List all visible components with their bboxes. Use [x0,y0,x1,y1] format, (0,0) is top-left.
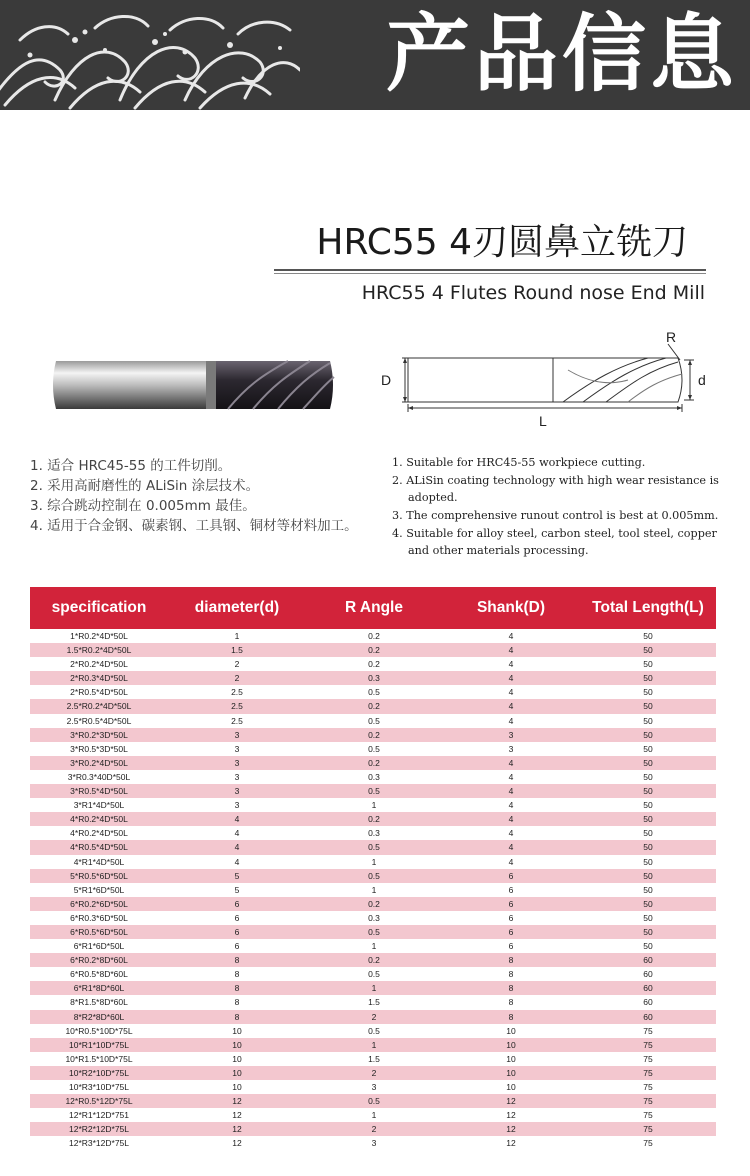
cell-shank: 8 [442,967,580,981]
cell-shank: 4 [442,784,580,798]
cell-specification: 6*R0.2*6D*50L [30,897,168,911]
cell-shank: 4 [442,826,580,840]
cell-r-angle: 0.2 [306,953,442,967]
cell-specification: 10*R0.5*10D*75L [30,1024,168,1038]
cell-specification: 3*R0.5*3D*50L [30,742,168,756]
table-header-row [30,587,716,629]
cell-diameter: 8 [168,981,306,995]
cell-r-angle: 0.3 [306,826,442,840]
cell-shank: 4 [442,840,580,854]
cell-diameter: 2.5 [168,714,306,728]
cell-total-length: 50 [580,925,716,939]
cell-specification: 3*R0.5*4D*50L [30,784,168,798]
table-row [30,1066,716,1080]
cell-r-angle: 0.2 [306,728,442,742]
cell-r-angle: 1 [306,981,442,995]
header-diameter: diameter(d) [168,587,306,629]
cell-specification: 10*R3*10D*75L [30,1080,168,1094]
cell-r-angle: 0.5 [306,685,442,699]
table-row [30,1080,716,1094]
table-row [30,911,716,925]
cell-r-angle: 1.5 [306,995,442,1009]
cell-specification: 12*R3*12D*75L [30,1136,168,1150]
table-row [30,770,716,784]
table-row [30,1108,716,1122]
cell-specification: 3*R0.3*40D*50L [30,770,168,784]
cell-shank: 6 [442,869,580,883]
cell-specification: 12*R2*12D*75L [30,1122,168,1136]
cell-total-length: 50 [580,883,716,897]
label-diameter-d: d [698,372,706,388]
cell-shank: 4 [442,643,580,657]
cell-total-length: 50 [580,897,716,911]
cell-shank: 8 [442,995,580,1009]
cell-diameter: 4 [168,812,306,826]
cell-r-angle: 0.2 [306,657,442,671]
cell-total-length: 75 [580,1066,716,1080]
cell-shank: 6 [442,883,580,897]
end-mill-photo [48,355,338,415]
cell-shank: 4 [442,671,580,685]
cell-r-angle: 0.3 [306,770,442,784]
cell-r-angle: 0.2 [306,643,442,657]
cell-shank: 3 [442,728,580,742]
cell-shank: 6 [442,897,580,911]
cell-shank: 4 [442,855,580,869]
product-title-cn: HRC55 4刃圆鼻立铣刀 [316,222,688,263]
cell-specification: 3*R1*4D*50L [30,798,168,812]
cell-diameter: 6 [168,925,306,939]
cell-diameter: 12 [168,1122,306,1136]
header-shank: Shank(D) [442,587,580,629]
table-row [30,855,716,869]
cell-r-angle: 0.5 [306,1024,442,1038]
cell-diameter: 3 [168,770,306,784]
table-row [30,657,716,671]
cell-total-length: 50 [580,671,716,685]
table-row [30,939,716,953]
title-divider-thin [274,273,706,274]
cell-shank: 3 [442,742,580,756]
cell-r-angle: 0.2 [306,699,442,713]
cell-shank: 8 [442,1010,580,1024]
table-row [30,1094,716,1108]
cell-diameter: 3 [168,798,306,812]
cell-shank: 12 [442,1122,580,1136]
cell-total-length: 50 [580,714,716,728]
feature-en-item: 2. ALiSin coating technology with high wear resistance is adopted. [392,474,719,504]
cell-diameter: 4 [168,826,306,840]
table-row [30,826,716,840]
cell-r-angle: 0.5 [306,784,442,798]
cell-specification: 4*R0.2*4D*50L [30,812,168,826]
cell-diameter: 2.5 [168,685,306,699]
cell-total-length: 50 [580,855,716,869]
cell-shank: 12 [442,1108,580,1122]
cell-specification: 8*R1.5*8D*60L [30,995,168,1009]
cell-diameter: 2 [168,671,306,685]
cell-r-angle: 0.5 [306,714,442,728]
cell-total-length: 50 [580,629,716,643]
cell-specification: 4*R1*4D*50L [30,855,168,869]
cell-total-length: 60 [580,981,716,995]
cell-diameter: 8 [168,953,306,967]
cell-diameter: 12 [168,1136,306,1150]
cell-r-angle: 1.5 [306,1052,442,1066]
cell-shank: 4 [442,629,580,643]
cell-r-angle: 0.5 [306,869,442,883]
cell-total-length: 60 [580,967,716,981]
cell-diameter: 8 [168,1010,306,1024]
cell-specification: 2.5*R0.2*4D*50L [30,699,168,713]
cell-shank: 12 [442,1094,580,1108]
cell-diameter: 12 [168,1108,306,1122]
cell-total-length: 50 [580,798,716,812]
feature-en-item: 3. The comprehensive runout control is best at 0.005mm. [392,509,719,522]
cell-r-angle: 0.3 [306,911,442,925]
cell-r-angle: 0.5 [306,1094,442,1108]
cell-shank: 4 [442,657,580,671]
table-row [30,798,716,812]
wave-pattern-icon [0,0,300,110]
cell-r-angle: 0.3 [306,671,442,685]
cell-specification: 10*R1.5*10D*75L [30,1052,168,1066]
cell-r-angle: 0.5 [306,840,442,854]
cell-diameter: 12 [168,1094,306,1108]
cell-specification: 3*R0.2*3D*50L [30,728,168,742]
cell-total-length: 60 [580,995,716,1009]
cell-specification: 6*R1*6D*50L [30,939,168,953]
cell-shank: 6 [442,939,580,953]
table-row [30,981,716,995]
cell-diameter: 10 [168,1080,306,1094]
header-total-length: Total Length(L) [580,587,716,629]
cell-total-length: 50 [580,812,716,826]
table-row [30,784,716,798]
table-row [30,685,716,699]
cell-shank: 10 [442,1066,580,1080]
cell-total-length: 50 [580,826,716,840]
cell-r-angle: 0.2 [306,756,442,770]
table-row [30,953,716,967]
features-en [392,454,722,560]
cell-total-length: 50 [580,939,716,953]
cell-specification: 2*R0.3*4D*50L [30,671,168,685]
cell-diameter: 10 [168,1052,306,1066]
cell-specification: 2*R0.5*4D*50L [30,685,168,699]
table-row [30,671,716,685]
table-row [30,883,716,897]
table-row [30,1010,716,1024]
feature-en-item: 4. Suitable for alloy steel, carbon steel, tool steel, copper and other materials processing. [392,527,717,557]
cell-shank: 4 [442,699,580,713]
cell-specification: 1.5*R0.2*4D*50L [30,643,168,657]
cell-r-angle: 1 [306,1038,442,1052]
features-cn [30,456,365,536]
cell-diameter: 1.5 [168,643,306,657]
label-length-l: L [539,413,547,429]
cell-total-length: 75 [580,1038,716,1052]
table-row [30,1136,716,1150]
table-row [30,840,716,854]
cell-r-angle: 0.2 [306,812,442,826]
cell-shank: 4 [442,756,580,770]
cell-r-angle: 3 [306,1136,442,1150]
label-shank-d: D [381,372,392,388]
cell-diameter: 2.5 [168,699,306,713]
cell-total-length: 75 [580,1052,716,1066]
cell-r-angle: 3 [306,1080,442,1094]
feature-cn-item: 3. 综合跳动控制在 0.005mm 最佳。 [30,498,256,514]
title-divider [274,269,706,271]
cell-r-angle: 1 [306,798,442,812]
cell-r-angle: 1 [306,883,442,897]
table-row [30,756,716,770]
cell-diameter: 3 [168,756,306,770]
cell-shank: 4 [442,798,580,812]
cell-total-length: 50 [580,742,716,756]
cell-total-length: 75 [580,1024,716,1038]
table-row [30,1038,716,1052]
cell-specification: 12*R0.5*12D*75L [30,1094,168,1108]
technical-drawing [378,330,718,430]
table-row [30,1052,716,1066]
header-specification: specification [30,587,168,629]
cell-diameter: 3 [168,728,306,742]
product-title-en: HRC55 4 Flutes Round nose End Mill [361,282,705,304]
cell-total-length: 50 [580,911,716,925]
cell-specification: 2*R0.2*4D*50L [30,657,168,671]
cell-specification: 6*R0.5*8D*60L [30,967,168,981]
cell-total-length: 60 [580,1010,716,1024]
cell-diameter: 4 [168,840,306,854]
cell-specification: 6*R0.2*8D*60L [30,953,168,967]
cell-r-angle: 0.5 [306,967,442,981]
table-row [30,869,716,883]
table-row [30,643,716,657]
feature-cn-item: 1. 适合 HRC45-55 的工件切削。 [30,458,232,474]
cell-total-length: 50 [580,756,716,770]
cell-specification: 5*R1*6D*50L [30,883,168,897]
feature-cn-item: 4. 适用于合金钢、碳素钢、工具钢、铜材等材料加工。 [30,518,358,534]
cell-shank: 10 [442,1038,580,1052]
cell-specification: 12*R1*12D*751 [30,1108,168,1122]
cell-diameter: 10 [168,1066,306,1080]
cell-shank: 8 [442,981,580,995]
cell-shank: 10 [442,1024,580,1038]
cell-total-length: 60 [580,953,716,967]
cell-total-length: 50 [580,840,716,854]
cell-diameter: 5 [168,883,306,897]
table-row [30,1122,716,1136]
cell-diameter: 6 [168,897,306,911]
label-r: R [666,330,677,345]
cell-total-length: 50 [580,699,716,713]
cell-r-angle: 0.2 [306,629,442,643]
cell-diameter: 6 [168,911,306,925]
cell-r-angle: 2 [306,1010,442,1024]
cell-specification: 5*R0.5*6D*50L [30,869,168,883]
cell-shank: 6 [442,925,580,939]
cell-specification: 10*R1*10D*75L [30,1038,168,1052]
table-row [30,629,716,643]
banner-title: 产品信息 [385,5,738,103]
cell-specification: 2.5*R0.5*4D*50L [30,714,168,728]
cell-r-angle: 1 [306,1108,442,1122]
top-banner [0,0,750,110]
cell-r-angle: 0.2 [306,897,442,911]
cell-total-length: 50 [580,643,716,657]
cell-total-length: 75 [580,1136,716,1150]
cell-diameter: 10 [168,1024,306,1038]
spec-table [30,587,716,1150]
cell-specification: 6*R1*8D*60L [30,981,168,995]
table-body [30,629,716,1150]
cell-total-length: 75 [580,1108,716,1122]
cell-shank: 10 [442,1080,580,1094]
cell-diameter: 2 [168,657,306,671]
cell-r-angle: 1 [306,855,442,869]
cell-total-length: 50 [580,657,716,671]
cell-r-angle: 0.5 [306,742,442,756]
cell-diameter: 3 [168,784,306,798]
cell-diameter: 5 [168,869,306,883]
cell-total-length: 75 [580,1094,716,1108]
feature-en-item: 1. Suitable for HRC45-55 workpiece cutting. [392,456,646,469]
cell-diameter: 3 [168,742,306,756]
cell-total-length: 50 [580,869,716,883]
cell-specification: 10*R2*10D*75L [30,1066,168,1080]
table-row [30,1024,716,1038]
table-row [30,925,716,939]
cell-r-angle: 0.5 [306,925,442,939]
cell-diameter: 8 [168,995,306,1009]
cell-shank: 12 [442,1136,580,1150]
cell-shank: 4 [442,770,580,784]
cell-shank: 6 [442,911,580,925]
cell-r-angle: 2 [306,1066,442,1080]
cell-diameter: 8 [168,967,306,981]
table-row [30,995,716,1009]
cell-diameter: 1 [168,629,306,643]
cell-total-length: 50 [580,784,716,798]
cell-shank: 4 [442,714,580,728]
cell-specification: 6*R0.5*6D*50L [30,925,168,939]
cell-total-length: 75 [580,1080,716,1094]
cell-total-length: 50 [580,770,716,784]
cell-total-length: 50 [580,685,716,699]
header-r-angle: R Angle [306,587,442,629]
table-row [30,699,716,713]
cell-shank: 8 [442,953,580,967]
cell-diameter: 10 [168,1038,306,1052]
cell-diameter: 6 [168,939,306,953]
table-row [30,714,716,728]
cell-specification: 3*R0.2*4D*50L [30,756,168,770]
cell-total-length: 50 [580,728,716,742]
cell-shank: 10 [442,1052,580,1066]
table-row [30,967,716,981]
cell-r-angle: 2 [306,1122,442,1136]
table-row [30,812,716,826]
cell-shank: 4 [442,685,580,699]
cell-total-length: 75 [580,1122,716,1136]
cell-specification: 8*R2*8D*60L [30,1010,168,1024]
cell-shank: 4 [442,812,580,826]
table-row [30,742,716,756]
table-row [30,728,716,742]
cell-specification: 6*R0.3*6D*50L [30,911,168,925]
cell-specification: 1*R0.2*4D*50L [30,629,168,643]
cell-diameter: 4 [168,855,306,869]
feature-cn-item: 2. 采用高耐磨性的 ALiSin 涂层技术。 [30,478,260,494]
cell-specification: 4*R0.2*4D*50L [30,826,168,840]
cell-specification: 4*R0.5*4D*50L [30,840,168,854]
cell-r-angle: 1 [306,939,442,953]
spec-table-container [30,587,716,1150]
table-row [30,897,716,911]
